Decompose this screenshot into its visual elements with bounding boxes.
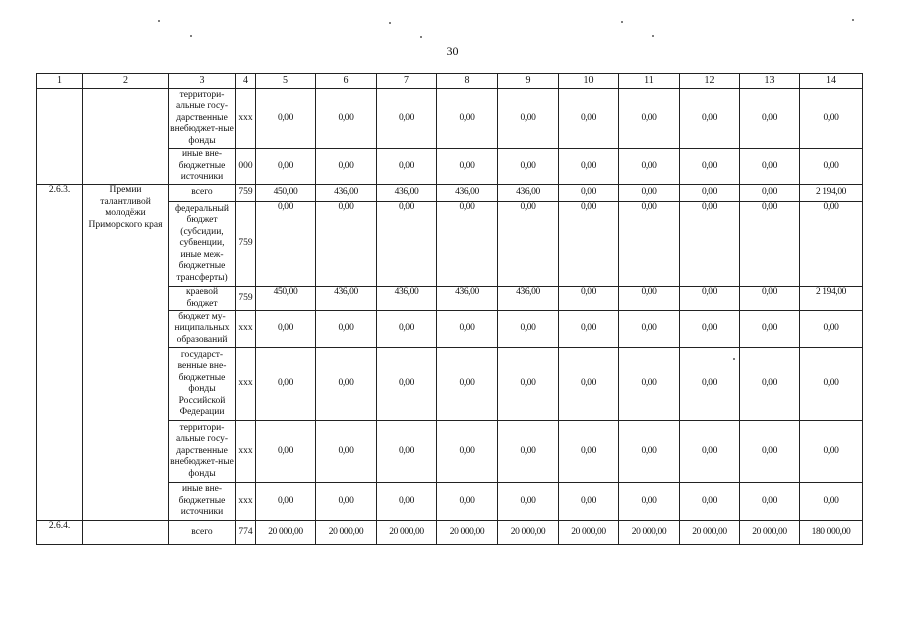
value-cell: 0,00	[740, 348, 800, 421]
column-number: 6	[316, 74, 377, 89]
section-cell-empty	[37, 89, 83, 185]
value-cell: 0,00	[559, 348, 619, 421]
value-cell: 0,00	[256, 149, 316, 185]
value-cell: 0,00	[498, 348, 559, 421]
value-cell: 436,00	[377, 287, 437, 311]
value-cell: 20 000,00	[680, 521, 740, 545]
scan-speck	[621, 21, 623, 23]
value-cell: 0,00	[740, 149, 800, 185]
value-cell: 0,00	[437, 202, 498, 287]
code-cell: xxx	[236, 421, 256, 483]
value-cell: 0,00	[498, 89, 559, 149]
value-cell: 0,00	[559, 89, 619, 149]
column-number-row	[37, 74, 863, 89]
value-cell: 20 000,00	[256, 521, 316, 545]
source-cell: иные вне-бюджетные источники	[169, 483, 236, 521]
value-cell: 0,00	[256, 89, 316, 149]
value-cell: 0,00	[377, 311, 437, 348]
value-cell: 0,00	[740, 89, 800, 149]
value-cell: 436,00	[498, 185, 559, 202]
value-cell: 2 194,00	[800, 185, 863, 202]
value-cell: 0,00	[619, 202, 680, 287]
value-cell: 436,00	[437, 287, 498, 311]
scan-speck	[652, 35, 654, 37]
column-number: 11	[619, 74, 680, 89]
code-cell: 774	[236, 521, 256, 545]
value-cell: 0,00	[316, 348, 377, 421]
value-cell: 0,00	[740, 185, 800, 202]
scan-speck	[852, 19, 854, 21]
source-cell: территори-альные госу-дарственные внебюджет-ные фонды	[169, 89, 236, 149]
page-number: 30	[446, 44, 459, 58]
value-cell: 0,00	[437, 89, 498, 149]
value-cell: 0,00	[377, 348, 437, 421]
value-cell: 0,00	[619, 348, 680, 421]
value-cell: 0,00	[619, 89, 680, 149]
column-number: 3	[169, 74, 236, 89]
value-cell: 0,00	[740, 202, 800, 287]
value-cell: 20 000,00	[498, 521, 559, 545]
column-number: 5	[256, 74, 316, 89]
value-cell: 0,00	[377, 202, 437, 287]
value-cell: 0,00	[377, 483, 437, 521]
value-cell: 0,00	[619, 311, 680, 348]
scan-speck	[420, 36, 422, 38]
value-cell: 0,00	[498, 483, 559, 521]
code-cell: 759	[236, 202, 256, 287]
value-cell: 0,00	[377, 149, 437, 185]
value-cell: 0,00	[619, 483, 680, 521]
value-cell: 0,00	[559, 149, 619, 185]
title-cell-empty	[83, 89, 169, 185]
value-cell: 0,00	[800, 89, 863, 149]
value-cell: 450,00	[256, 185, 316, 202]
column-number: 8	[437, 74, 498, 89]
program-title: Премии талантливой молодёжи Приморского края	[83, 185, 169, 521]
value-cell: 0,00	[559, 421, 619, 483]
value-cell: 0,00	[498, 149, 559, 185]
column-number: 14	[800, 74, 863, 89]
value-cell: 0,00	[316, 89, 377, 149]
value-cell: 0,00	[800, 483, 863, 521]
value-cell: 436,00	[498, 287, 559, 311]
value-cell: 0,00	[256, 483, 316, 521]
value-cell: 0,00	[316, 202, 377, 287]
column-number: 13	[740, 74, 800, 89]
program-title	[83, 521, 169, 545]
value-cell: 0,00	[256, 348, 316, 421]
value-cell: 0,00	[256, 311, 316, 348]
value-cell: 0,00	[437, 421, 498, 483]
value-cell: 0,00	[740, 311, 800, 348]
source-cell: всего	[169, 521, 236, 545]
value-cell: 436,00	[316, 287, 377, 311]
value-cell: 0,00	[740, 421, 800, 483]
code-cell: 759	[236, 287, 256, 311]
column-number: 7	[377, 74, 437, 89]
value-cell: 20 000,00	[377, 521, 437, 545]
value-cell: 436,00	[437, 185, 498, 202]
value-cell: 0,00	[498, 202, 559, 287]
section-number: 2.6.3.	[37, 185, 83, 521]
value-cell: 0,00	[437, 483, 498, 521]
section-number: 2.6.4.	[37, 521, 83, 545]
code-cell: 759	[236, 185, 256, 202]
column-number: 2	[83, 74, 169, 89]
value-cell: 180 000,00	[800, 521, 863, 545]
value-cell: 0,00	[680, 311, 740, 348]
source-cell: территори-альные госу-дарственные внебюджет-ные фонды	[169, 421, 236, 483]
code-cell: xxx	[236, 311, 256, 348]
table-row	[37, 185, 863, 202]
source-cell: федеральный бюджет (субсидии, субвенции, иные меж-бюджетные трансферты)	[169, 202, 236, 287]
value-cell: 0,00	[680, 89, 740, 149]
value-cell: 0,00	[680, 202, 740, 287]
scan-speck	[158, 20, 160, 22]
source-cell: государст-венные вне-бюджетные фонды Российской Федерации	[169, 348, 236, 421]
value-cell: 0,00	[498, 311, 559, 348]
value-cell: 0,00	[680, 149, 740, 185]
value-cell: 0,00	[559, 311, 619, 348]
value-cell: 0,00	[680, 348, 740, 421]
value-cell: 2 194,00	[800, 287, 863, 311]
column-number: 9	[498, 74, 559, 89]
code-cell: 000	[236, 149, 256, 185]
value-cell: 0,00	[559, 483, 619, 521]
budget-table	[36, 73, 863, 545]
value-cell: 20 000,00	[619, 521, 680, 545]
table-row	[37, 89, 863, 149]
value-cell: 0,00	[680, 287, 740, 311]
value-cell: 0,00	[316, 421, 377, 483]
value-cell: 0,00	[437, 311, 498, 348]
code-cell: xxx	[236, 89, 256, 149]
value-cell: 0,00	[316, 483, 377, 521]
value-cell: 0,00	[437, 348, 498, 421]
code-cell: xxx	[236, 348, 256, 421]
value-cell: 0,00	[559, 185, 619, 202]
value-cell: 0,00	[740, 287, 800, 311]
value-cell: 0,00	[559, 202, 619, 287]
value-cell: 0,00	[740, 483, 800, 521]
column-number: 4	[236, 74, 256, 89]
source-cell: иные вне-бюджетные источники	[169, 149, 236, 185]
column-number: 12	[680, 74, 740, 89]
value-cell: 0,00	[800, 348, 863, 421]
value-cell: 0,00	[437, 149, 498, 185]
value-cell: 0,00	[559, 287, 619, 311]
value-cell: 20 000,00	[740, 521, 800, 545]
value-cell: 0,00	[619, 287, 680, 311]
value-cell: 20 000,00	[437, 521, 498, 545]
code-cell: xxx	[236, 483, 256, 521]
value-cell: 0,00	[316, 311, 377, 348]
value-cell: 0,00	[316, 149, 377, 185]
source-cell: краевой бюджет	[169, 287, 236, 311]
source-cell: всего	[169, 185, 236, 202]
column-number: 10	[559, 74, 619, 89]
value-cell: 0,00	[619, 149, 680, 185]
column-number: 1	[37, 74, 83, 89]
value-cell: 0,00	[680, 185, 740, 202]
value-cell: 0,00	[800, 202, 863, 287]
value-cell: 20 000,00	[559, 521, 619, 545]
value-cell: 436,00	[316, 185, 377, 202]
value-cell: 0,00	[800, 311, 863, 348]
value-cell: 0,00	[498, 421, 559, 483]
scan-speck	[190, 35, 192, 37]
value-cell: 0,00	[680, 421, 740, 483]
value-cell: 0,00	[377, 89, 437, 149]
value-cell: 0,00	[800, 421, 863, 483]
value-cell: 0,00	[800, 149, 863, 185]
value-cell: 450,00	[256, 287, 316, 311]
table-row	[37, 521, 863, 545]
source-cell: бюджет му-ниципальных образований	[169, 311, 236, 348]
value-cell: 20 000,00	[316, 521, 377, 545]
value-cell: 436,00	[377, 185, 437, 202]
value-cell: 0,00	[619, 185, 680, 202]
value-cell: 0,00	[619, 421, 680, 483]
value-cell: 0,00	[256, 421, 316, 483]
value-cell: 0,00	[377, 421, 437, 483]
scan-speck	[389, 22, 391, 24]
value-cell: 0,00	[256, 202, 316, 287]
value-cell: 0,00	[680, 483, 740, 521]
